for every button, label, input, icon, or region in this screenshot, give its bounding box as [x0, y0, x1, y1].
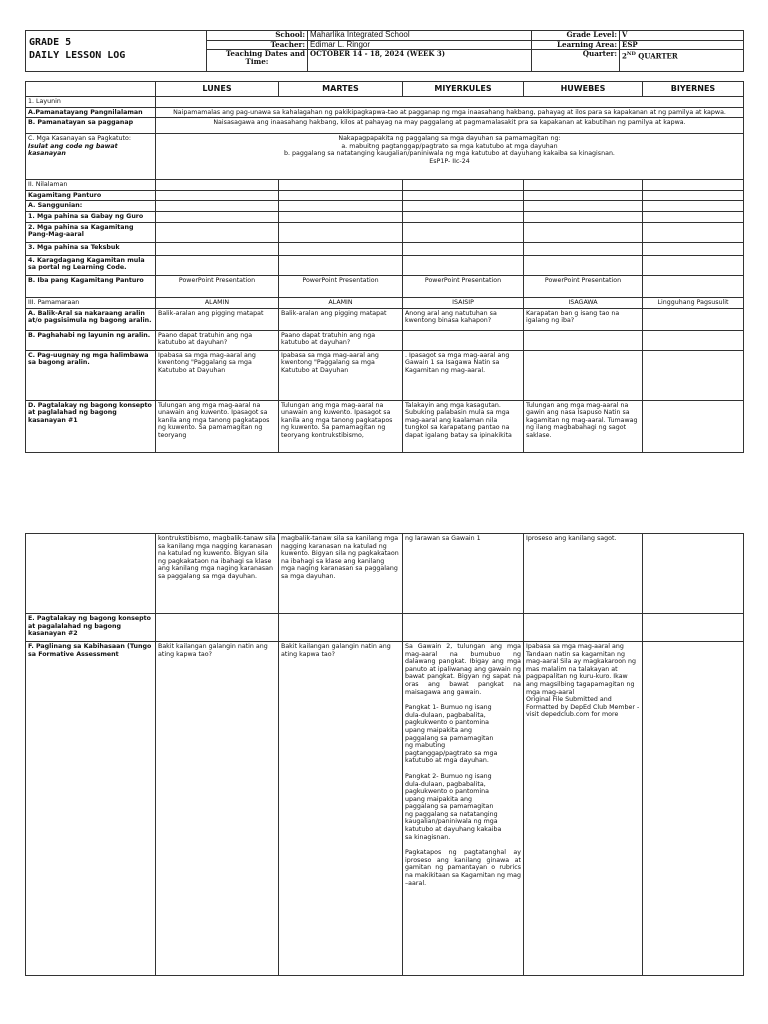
cell: [403, 242, 524, 255]
cell: [524, 242, 643, 255]
balik-martes: Balik-aralan ang pigging matapat: [279, 308, 403, 330]
phase-lunes: ALAMIN: [156, 297, 279, 308]
quarter-rest: QUARTER: [635, 51, 678, 61]
kas-label-1: C. Mga Kasanayan sa Pagkatuto:: [28, 135, 131, 143]
cont-martes: magbalik-tanaw sila sa kanilang mga nagging karanasan na katulad ng kuwento. Bigyan sila ng pagkakataon na ibahagi sa klase ang kanilang mga naging karanasan sa paggalang sa mga dayuhan.: [279, 534, 403, 614]
school-value: Maharlika Integrated School: [308, 31, 532, 41]
pang-text: Naipamamalas ang pag-unawa sa kahalagahan ng pakikipagkapwa-tao at pagganap ng mga inaasahang hakbang, pahayag at ilos para sa kapakanan at ng pamilya at kapwa.: [156, 107, 744, 118]
pag-text: Naisasagawa ang inaasahang hakbang, kilos at pahayag na may paggalang at pagmamalasakit pra sa kapakanan at kabutihan ng pamilya at kapwa.: [156, 118, 744, 134]
day-lunes: LUNES: [156, 82, 279, 97]
balik-miyerkules: Anong aral ang natutuhan sa kwentong binasa kahapon?: [403, 308, 524, 330]
cell: [156, 255, 279, 275]
cell: [524, 614, 643, 642]
cell: [156, 242, 279, 255]
log-title: DAILY LESSON LOG: [29, 50, 126, 61]
cell: [643, 211, 744, 222]
school-label: School:: [207, 31, 308, 41]
dates-value: OCTOBER 14 - 18, 2024 (WEEK 3): [308, 50, 532, 72]
cell: [524, 330, 643, 350]
pang-label: A.Pamanatayang Pangnilalaman: [26, 107, 156, 118]
paglinang-3d: Pagkatapos ng pagtatanghal ay iproseso ang kanilang ginawa at gamitan ng pamantayan o rubrics na makikitaan sa Kagamitan ng mag –aaral.: [405, 849, 521, 887]
pag-label: B. Pamanatayan sa pagganap: [26, 118, 156, 134]
cell: [156, 222, 279, 242]
cell: [524, 190, 643, 201]
cont-huwebes: Iproseso ang kanilang sagot.: [524, 534, 643, 614]
gabay-label: 1. Mga pahina sa Gabay ng Guro: [26, 211, 156, 222]
lesson-table-2: [25, 533, 744, 976]
kas-code: EsP1P- IIc-24: [429, 157, 470, 165]
pagtalakay1-lunes: Tulungan ang mga mag-aaral na unawain ang kuwento. Ipasagot sa kanila ang mga tanong pagkatapos ng kuwento. Sa pamamagitan ng teoryang: [156, 400, 279, 452]
paglinang-label: F. Paglinang sa Kabihasaan (Tungo sa Formative Assessment: [26, 642, 156, 976]
cell: [403, 330, 524, 350]
lesson-table-1: [25, 81, 744, 453]
dates-label-line2: Time:: [245, 57, 269, 67]
cell: [643, 255, 744, 275]
cell: [524, 350, 643, 400]
cell: [279, 614, 403, 642]
cell: [643, 201, 744, 212]
kas-label: [26, 134, 156, 180]
phase-martes: ALAMIN: [279, 297, 403, 308]
phase-biyernes: Lingguhang Pagsusulit: [643, 297, 744, 308]
pagha-lunes: Paano dapat tratuhin ang nga katutubo at dayuhan?: [156, 330, 279, 350]
cell: [643, 350, 744, 400]
cell: [524, 211, 643, 222]
grade-level-value: V: [620, 31, 744, 41]
cell: [643, 614, 744, 642]
kas-text-1: Nakapagpapakita ng paggalang sa mga dayuhan sa pamamagitan ng:: [338, 135, 561, 143]
kag-pang-label: 2. Mga pahina sa Kagamitang Pang-Mag-aaral: [26, 222, 156, 242]
corner-cell: [26, 82, 156, 97]
cell: [156, 201, 279, 212]
balik-label: A. Balik-Aral sa nakaraang aralin at/o pagsisimula ng bagong aralin.: [26, 308, 156, 330]
header-table: [25, 30, 744, 72]
paglinang-miyerkules: [403, 642, 524, 976]
cell: [156, 180, 279, 191]
cell: [643, 242, 744, 255]
cell: [403, 190, 524, 201]
pag-uugnay-lunes: Ipabasa sa mga mag-aaral ang kwentong "Paggalang sa mga Katutubo at Dayuhan: [156, 350, 279, 400]
cont-miyerkules: ng larawan sa Gawain 1: [403, 534, 524, 614]
day-biyernes: BIYERNES: [643, 82, 744, 97]
paglinang-3a: Sa Gawain 2, tulungan ang mga mag-aaral na bumubuo ng dalawang pangkat. Ibigay ang mga panuto at ipaliwanag ang gawain ng bawat pangkat. Bigyan ng sapat na oras ang bawat pangkat na maisagawa ang gawain.: [405, 643, 521, 696]
paglinang-3b: Pangkat 1- Bumuo ng isang dula-dulaan, pagbabalita, pagkukwento o pantomina upang maipakita ang paggalang sa pamamagitan ng mabuting pagtanggap/pagtrato sa mga katutubo at mga dayuhan.: [405, 704, 498, 765]
ppt-lunes: PowerPoint Presentation: [156, 275, 279, 297]
ppt-martes: PowerPoint Presentation: [279, 275, 403, 297]
paglinang-martes: Bakit kailangan galangin natin ang ating kapwa tao?: [279, 642, 403, 976]
cell: [403, 211, 524, 222]
pamamaraan-label: III. Pamamaraan: [26, 297, 156, 308]
cell: [403, 255, 524, 275]
cell: [643, 400, 744, 452]
paglinang-lunes: Bakit kailangan galangin natin ang ating kapwa tao?: [156, 642, 279, 976]
phase-huwebes: ISAGAWA: [524, 297, 643, 308]
balik-lunes: Balik-aralan ang pigging matapat: [156, 308, 279, 330]
quarter-sup: ND: [626, 51, 636, 58]
learning-area-value: ESP: [620, 40, 744, 50]
paglinang-4a: Ipabasa sa mga mag-aaral ang Tandaan natin sa kagamitan ng mag-aaral Sila ay magkakaroon ng mas malalim na talakayan at pagpapalitan ng kuru-kuro. Ikaw ang magsilbing tagapamagitan ng mga mag-aaral: [526, 643, 637, 696]
grade-level-label: Grade Level:: [532, 31, 620, 41]
cell: [156, 190, 279, 201]
cell: [524, 255, 643, 275]
paglinang-3c: Pangkat 2- Bumuo ng isang dula-dulaan, pagbabalita, pagkukwento o pantomina upang maipakita ang paggalang sa pamamagitan ng paggalang sa natatanging kaugalian/paniniwala ng mga katutubo at dayuhang kakaiba sa kinagisnan.: [405, 772, 502, 841]
cell: [279, 255, 403, 275]
pag-uugnay-label: C. Pag-uugnay ng mga halimbawa sa bagong aralin.: [26, 350, 156, 400]
cell: [403, 614, 524, 642]
iba-label: B. Iba pang Kagamitang Panturo: [26, 275, 156, 297]
pag-uugnay-martes: Ipabasa sa mga mag-aaral ang kwentong "Paggalang sa mga Katutubo at Dayuhan: [279, 350, 403, 400]
kas-text-2: a. mabuitng pagtanggap/pagtrato sa mga katutubo at mga dayuhan: [341, 142, 558, 150]
teacher-value: Edimar L. Ringor: [308, 40, 532, 50]
pagtalakay2-label: E. Pagtalakay ng bagong konsepto at pagalalahad ng bagong kasanayan #2: [26, 614, 156, 642]
cont-lunes: kontrukstibismo, magbalik-tanaw sila sa kanilang mga nagging karanasan na katulad ng kuwento. Bigyan sila ng pagkakataon na ibahagi sa klase ang kanilang mga naging karanasan sa paggalang sa mga dayuhan.: [156, 534, 279, 614]
kas-label-2: Isulat ang code ng bawat kasanayan: [28, 142, 118, 158]
cell: [279, 211, 403, 222]
pag-uugnay-miyerkules: . Ipasagot sa mga mag-aaral ang Gawain 1 sa Isagawa Natin sa Kagamitan ng mag-aaral.: [403, 350, 524, 400]
paglinang-huwebes: [524, 642, 643, 976]
cell: [524, 180, 643, 191]
cell: [643, 534, 744, 614]
grade-label: GRADE 5: [29, 37, 72, 48]
cell: [643, 330, 744, 350]
pagha-martes: Paano dapat tratuhin ang nga katutubo at dayuhan?: [279, 330, 403, 350]
sanggunian-label: A. Sanggunian:: [26, 201, 156, 212]
quarter-label: Quarter:: [532, 50, 620, 72]
dates-label: [207, 50, 308, 72]
phase-miyerkules: ISAISIP: [403, 297, 524, 308]
cell: [524, 201, 643, 212]
teksbuk-label: 3. Mga pahina sa Teksbuk: [26, 242, 156, 255]
cell: [156, 211, 279, 222]
ppt-huwebes: PowerPoint Presentation: [524, 275, 643, 297]
quarter-num: 2: [622, 51, 627, 61]
cell: [643, 308, 744, 330]
cell: [524, 222, 643, 242]
pagtalakay1-huwebes: Tulungan ang mga mag-aaral na gawin ang nasa Isapuso Natin sa kagamitan ng mag-aaral. Tumawag ng ilang magbabahagi ng sagot saklase.: [524, 400, 643, 452]
learning-area-label: Learning Area:: [532, 40, 620, 50]
paglinang-4b: Original File Submitted and Formatted by DepEd Club Member - visit depedclub.com for more: [526, 696, 640, 719]
cell: [403, 180, 524, 191]
karag-label: 4. Karagdagang Kagamitan mula sa portal ng Learning Code.: [26, 255, 156, 275]
ppt-miyerkules: PowerPoint Presentation: [403, 275, 524, 297]
cell: [643, 180, 744, 191]
cell: [643, 642, 744, 976]
pagtalakay1-label: D. Pagtalakay ng bagong konsepto at paglalahad ng bagong kasanayan #1: [26, 400, 156, 452]
layunin-empty: [156, 97, 744, 108]
day-miyerkules: MIYERKULES: [403, 82, 524, 97]
cell: [403, 201, 524, 212]
day-martes: MARTES: [279, 82, 403, 97]
kas-text-3: b. paggalang sa natatanging kaugalian/paniniwala ng mga katutubo at dayuhang kakaiba sa kinagisnan.: [284, 150, 615, 158]
day-huwebes: HUWEBES: [524, 82, 643, 97]
cell: [643, 275, 744, 297]
cell: [26, 534, 156, 614]
kas-text: [156, 134, 744, 180]
cell: [643, 222, 744, 242]
grade-title: [26, 31, 207, 72]
cell: [279, 190, 403, 201]
cell: [279, 222, 403, 242]
layunin-label: 1. Layunin: [26, 97, 156, 108]
nilalaman-label: II. Nilalaman: [26, 180, 156, 191]
dates-label-line1: Teaching Dates and: [225, 49, 305, 59]
kagamitan-label: Kagamitang Panturo: [26, 190, 156, 201]
cell: [279, 201, 403, 212]
balik-huwebes: Karapatan ban g isang tao na igalang ng iba?: [524, 308, 643, 330]
quarter-value: [620, 50, 744, 72]
cell: [156, 614, 279, 642]
cell: [279, 180, 403, 191]
cell: [279, 242, 403, 255]
pagha-label: B. Paghahabi ng layunin ng aralin.: [26, 330, 156, 350]
cell: [403, 222, 524, 242]
teacher-label: Teacher:: [207, 40, 308, 50]
cell: [643, 190, 744, 201]
pagtalakay1-martes: Tulungan ang mga mag-aaral na unawain ang kuwento. Ipasagot sa kanila ang mga tanong pagkatapos ng kuwento. Sa pamamagitan ng teoryang kontrukstibismo,: [279, 400, 403, 452]
pagtalakay1-miyerkules: Talakayin ang mga kasagutan. Subuking palabasin mula sa mga mag-aaral ang kaalaman nila tungkol sa karapatang pantao na dapat igalang batay sa ipinakikita: [403, 400, 524, 452]
